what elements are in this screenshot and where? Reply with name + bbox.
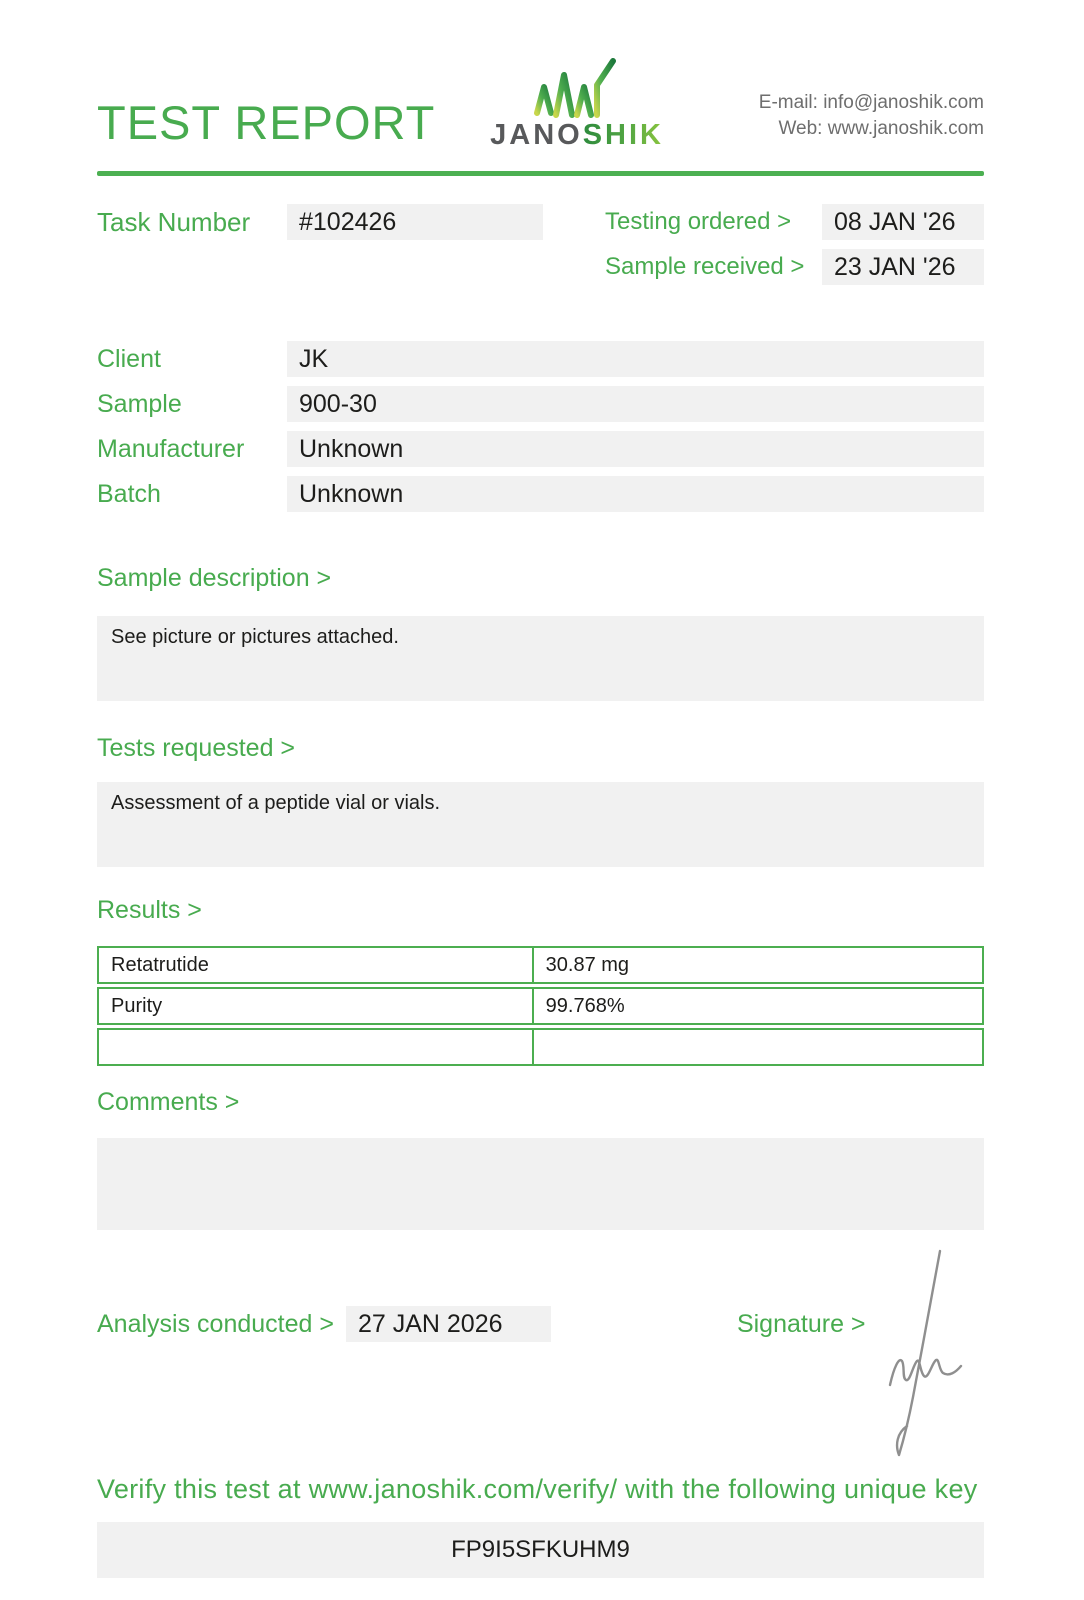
sample-received-label: Sample received >	[605, 253, 805, 280]
analysis-conducted-label: Analysis conducted >	[97, 1310, 334, 1338]
sample-description-box: See picture or pictures attached.	[97, 616, 984, 701]
detail-row-batch	[97, 476, 984, 512]
janoshik-logo	[490, 57, 664, 150]
client-value: JK	[287, 341, 984, 377]
detail-row-sample	[97, 386, 984, 422]
verify-instruction: Verify this test at www.janoshik.com/verify/ with the following unique key	[97, 1474, 978, 1504]
signature-label: Signature >	[736, 1310, 866, 1338]
testing-ordered-label: Testing ordered >	[605, 208, 792, 235]
brand-name-jano: JANO	[490, 119, 583, 151]
task-dates	[605, 204, 984, 285]
batch-value: Unknown	[287, 476, 984, 512]
header	[97, 55, 984, 150]
brand-name-shik: SHIK	[582, 119, 664, 151]
sample-value: 900-30	[287, 386, 984, 422]
sample-description-heading: Sample description >	[97, 564, 332, 592]
header-divider	[97, 171, 984, 176]
chart-peaks-logo-icon	[529, 57, 625, 119]
result-value: 99.768%	[532, 989, 982, 1023]
detail-row-manufacturer	[97, 431, 984, 467]
results-table	[97, 946, 984, 1066]
comments-box	[97, 1138, 984, 1230]
table-row	[97, 946, 984, 984]
task-number-label: Task Number	[97, 207, 251, 237]
tests-requested-heading: Tests requested >	[97, 734, 296, 762]
result-name	[99, 1030, 532, 1064]
page-title: TEST REPORT	[97, 96, 436, 149]
contact-web: Web: www.janoshik.com	[778, 118, 984, 139]
tests-requested-box: Assessment of a peptide vial or vials.	[97, 782, 984, 867]
result-value: 30.87 mg	[532, 948, 982, 982]
manufacturer-value: Unknown	[287, 431, 984, 467]
detail-row-client	[97, 341, 984, 377]
analysis-signature-row	[97, 1306, 984, 1342]
brand-name	[490, 121, 664, 150]
sample-received-row	[605, 249, 984, 285]
result-name: Retatrutide	[111, 954, 209, 976]
sample-received-value: 23 JAN '26	[822, 249, 984, 285]
signature-image	[866, 1245, 966, 1465]
result-name: Purity	[111, 995, 163, 1017]
task-number-value: #102426	[287, 204, 543, 240]
analysis-date-value: 27 JAN 2026	[346, 1306, 551, 1342]
batch-label: Batch	[97, 480, 161, 508]
client-label: Client	[97, 345, 161, 373]
task-number-row	[97, 204, 543, 285]
table-row	[97, 987, 984, 1025]
result-value	[532, 1030, 982, 1064]
task-section	[97, 204, 984, 285]
table-row	[97, 1028, 984, 1066]
testing-ordered-value: 08 JAN '26	[822, 204, 984, 240]
manufacturer-label: Manufacturer	[97, 435, 245, 463]
sample-details	[97, 341, 984, 512]
contact-info	[759, 90, 984, 150]
sample-label: Sample	[97, 390, 182, 418]
testing-ordered-row	[605, 204, 984, 240]
results-heading: Results >	[97, 896, 202, 924]
verify-key: FP9I5SFKUHM9	[451, 1536, 630, 1563]
contact-email: E-mail: info@janoshik.com	[758, 92, 984, 113]
comments-heading: Comments >	[97, 1088, 240, 1116]
verify-key-box	[97, 1522, 984, 1578]
